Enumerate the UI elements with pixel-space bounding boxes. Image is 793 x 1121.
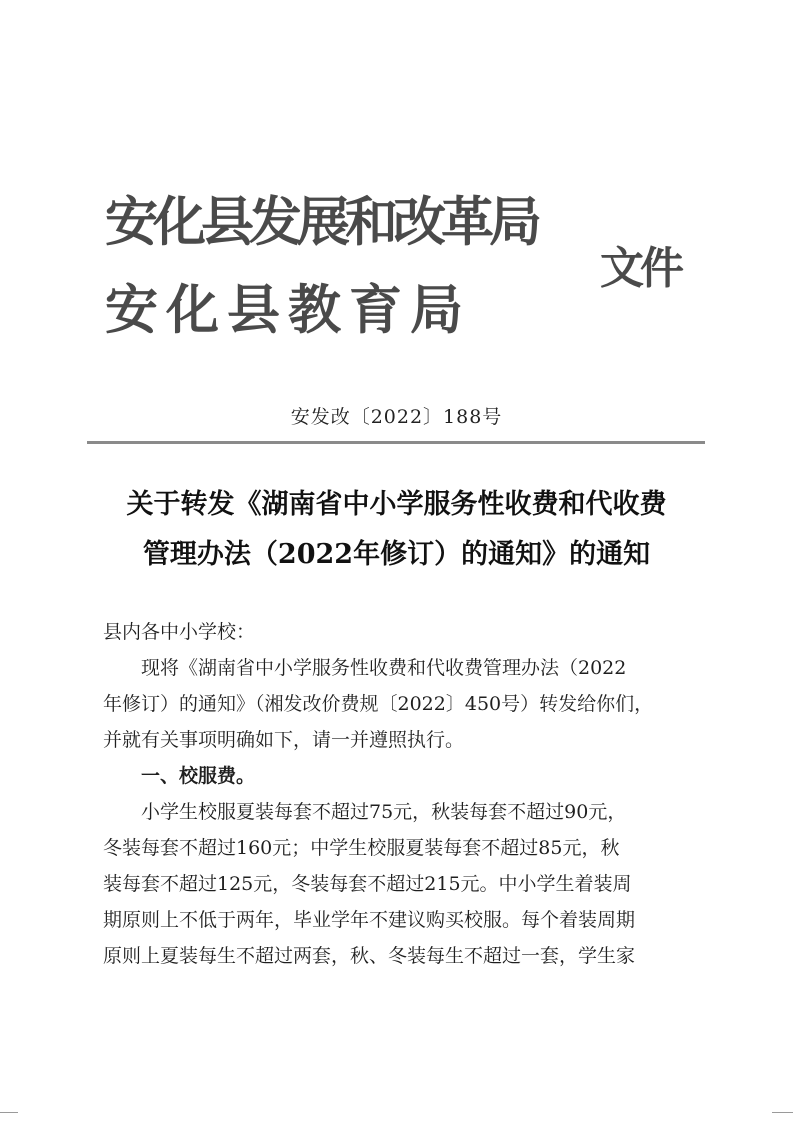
paragraph-line: 并就有关事项明确如下，请一并遵照执行。 (103, 729, 465, 751)
issuing-org-line-1: 安化县发展和改革局 (105, 191, 537, 253)
paragraph-line: 现将《湖南省中小学服务性收费和代收费管理办法（2022 (141, 657, 627, 679)
paragraph-1 (103, 650, 693, 758)
paragraph-2 (103, 794, 693, 974)
document-title-line-2: 管理办法（2022年修订）的通知》的通知 (142, 539, 651, 570)
document-type-label: 文件 (600, 243, 680, 294)
paragraph-line: 装每套不超过125元，冬装每套不超过215元。中小学生着装周 (103, 873, 632, 895)
issuing-org-line-2: 安化县教育局 (105, 279, 471, 341)
paragraph-line: 期原则上不低于两年，毕业学年不建议购买校服。每个着装周期 (103, 909, 636, 931)
salutation: 县内各中小学校： (103, 621, 256, 643)
paragraph-line: 原则上夏装每生不超过两套，秋、冬装每生不超过一套，学生家 (103, 945, 636, 967)
scan-mark-right (772, 1112, 793, 1113)
scan-mark-left (0, 1112, 18, 1113)
paragraph-line: 冬装每套不超过160元；中学生校服夏装每套不超过85元，秋 (103, 837, 620, 859)
paragraph-line: 小学生校服夏装每套不超过75元，秋装每套不超过90元， (141, 801, 627, 823)
header-divider (87, 441, 705, 444)
paragraph-line: 年修订）的通知》（湘发改价费规〔2022〕450号）转发给你们， (103, 693, 654, 715)
document-title-line-1: 关于转发《湖南省中小学服务性收费和代收费 (126, 489, 667, 520)
document-number: 安发改〔2022〕188号 (290, 406, 503, 428)
section-1-heading: 一、校服费。 (141, 765, 256, 787)
